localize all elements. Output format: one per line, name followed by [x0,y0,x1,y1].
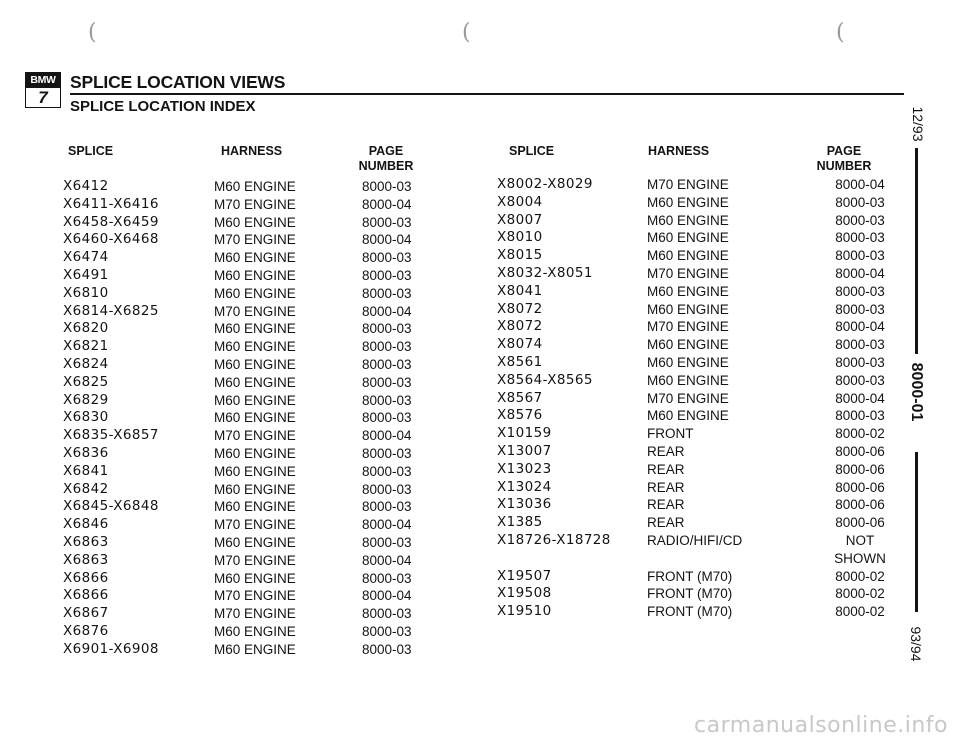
harness-cell: REAR [647,479,685,495]
harness-cell: M60 ENGINE [214,339,296,355]
harness-cell: M70 ENGINE [647,265,729,281]
table-row [63,498,452,516]
page-subtitle: SPLICE LOCATION INDEX [70,98,256,115]
splice-cell: X6846 [63,516,109,533]
harness-cell: FRONT (M70) [647,604,733,620]
page-cell: NOT [845,532,875,548]
header-page-line1: PAGE [368,144,404,158]
splice-cell: X6835-X6857 [63,427,159,444]
harness-cell: FRONT (M70) [647,586,733,602]
header-splice-left: SPLICE [68,144,114,158]
table-row [63,427,452,445]
sidebar-rule [915,452,918,612]
table-row [497,390,905,408]
harness-cell: REAR [647,461,685,477]
table-row [63,409,452,427]
page-cell: 8000-04 [362,232,412,248]
harness-cell: M60 ENGINE [214,214,296,230]
table-row [497,283,905,301]
table-row [497,603,905,621]
table-row [497,212,905,230]
splice-cell: X8074 [497,336,543,353]
table-row [497,425,905,443]
splice-cell: X13036 [497,496,552,513]
harness-cell: M60 ENGINE [214,410,296,426]
table-row [63,338,452,356]
harness-cell: M70 ENGINE [214,428,296,444]
page-cell: 8000-03 [362,250,412,266]
table-row [497,496,905,514]
table-row [497,550,905,568]
table-row [497,443,905,461]
splice-cell: X8041 [497,282,543,299]
page-cell: 8000-04 [362,552,412,568]
splice-cell: X6867 [63,605,109,622]
table-row [497,532,905,550]
splice-cell: X19510 [497,603,552,620]
page-cell: 8000-03 [362,392,412,408]
table-row [497,461,905,479]
harness-cell: M60 ENGINE [214,463,296,479]
splice-cell: X6824 [63,355,109,372]
page-cell: 8000-02 [835,568,885,584]
page-cell: 8000-03 [362,374,412,390]
harness-cell: M70 ENGINE [647,390,729,406]
splice-cell: X6458-X6459 [63,213,159,230]
splice-cell: X6830 [63,409,109,426]
table-row [497,194,905,212]
splice-cell: X13023 [497,460,552,477]
table-row [63,356,452,374]
table-row [497,176,905,194]
harness-cell: M60 ENGINE [214,285,296,301]
harness-cell: M70 ENGINE [214,232,296,248]
harness-cell: M60 ENGINE [214,534,296,550]
table-row [63,445,452,463]
revision-date-top: 12/93 [910,106,926,142]
splice-cell: X8564-X8565 [497,371,593,388]
section-code: 8000-01 [908,362,925,422]
page-cell: 8000-03 [835,283,885,299]
header-page-line2: NUMBER [816,159,872,173]
page-cell: 8000-03 [362,481,412,497]
page-cell: 8000-03 [835,372,885,388]
table-row [497,247,905,265]
splice-cell: X6863 [63,533,109,550]
page-cell: 8000-03 [362,339,412,355]
splice-cell: X6825 [63,373,109,390]
page-cell: 8000-03 [362,356,412,372]
splice-cell: X19507 [497,567,552,584]
splice-cell: X6876 [63,622,109,639]
page-cell: 8000-03 [835,337,885,353]
harness-cell: M60 ENGINE [214,356,296,372]
scan-mark: ( [88,20,97,45]
bmw-logo [25,72,61,108]
page-cell: 8000-06 [835,479,885,495]
splice-cell: X8567 [497,389,543,406]
table-row [497,407,905,425]
splice-cell: X6820 [63,320,109,337]
harness-cell: M60 ENGINE [214,641,296,657]
header-page-line2: NUMBER [358,159,414,173]
harness-cell: M60 ENGINE [647,212,729,228]
title-rule [70,93,904,95]
harness-cell: REAR [647,443,685,459]
page-cell: 8000-06 [835,443,885,459]
page-cell: 8000-03 [362,179,412,194]
table-row [63,641,452,659]
splice-index-right [497,176,905,621]
harness-cell: M70 ENGINE [214,303,296,319]
table-row [63,267,452,285]
page-cell: 8000-04 [835,319,885,335]
page-cell: 8000-03 [835,301,885,317]
harness-cell: M60 ENGINE [647,408,729,424]
splice-index-left [63,178,452,659]
table-row [63,534,452,552]
page-cell: 8000-03 [362,410,412,426]
splice-cell: X8015 [497,247,543,264]
table-row [63,605,452,623]
splice-cell: X6845-X6848 [63,498,159,515]
harness-cell: M60 ENGINE [214,481,296,497]
table-row [63,552,452,570]
page-cell: 8000-04 [362,428,412,444]
page-cell: 8000-03 [362,570,412,586]
splice-cell: X8072 [497,300,543,317]
table-row [497,479,905,497]
page-cell: 8000-04 [362,196,412,212]
scan-mark: ( [836,20,845,45]
splice-cell: X6842 [63,480,109,497]
splice-cell: X6866 [63,569,109,586]
page-cell: 8000-06 [835,515,885,531]
harness-cell: M60 ENGINE [214,392,296,408]
page-cell: 8000-03 [362,214,412,230]
harness-cell: M60 ENGINE [214,499,296,515]
table-row [63,249,452,267]
splice-cell: X8002-X8029 [497,176,593,192]
splice-cell: X6810 [63,284,109,301]
table-row [63,303,452,321]
table-row [63,587,452,605]
splice-cell: X13007 [497,442,552,459]
page-cell: 8000-03 [362,641,412,657]
harness-cell: M60 ENGINE [214,623,296,639]
page-cell: 8000-03 [835,408,885,424]
splice-cell: X6821 [63,338,109,355]
table-row [497,301,905,319]
splice-cell: X6491 [63,266,109,283]
model-year: 93/94 [908,626,924,662]
page-cell: 8000-03 [835,194,885,210]
logo-brand: BMW [26,73,60,88]
harness-cell: M70 ENGINE [214,552,296,568]
header-splice-right: SPLICE [509,144,555,158]
table-row [63,463,452,481]
harness-cell: M60 ENGINE [647,354,729,370]
table-row [63,516,452,534]
table-row [63,285,452,303]
harness-cell: M70 ENGINE [214,196,296,212]
harness-cell: M60 ENGINE [647,248,729,264]
splice-cell: X6814-X6825 [63,302,159,319]
page-cell: 8000-03 [362,499,412,515]
page-cell: 8000-03 [362,463,412,479]
splice-cell: X6411-X6416 [63,195,159,212]
harness-cell: M60 ENGINE [214,267,296,283]
harness-cell: M70 ENGINE [647,319,729,335]
table-row [63,320,452,338]
page-cell: 8000-03 [362,606,412,622]
page-cell: 8000-04 [362,517,412,533]
splice-cell: X13024 [497,478,552,495]
harness-cell: RADIO/HIFI/CD [647,532,743,548]
harness-cell: M70 ENGINE [214,588,296,604]
page-cell: 8000-03 [835,354,885,370]
table-row [497,585,905,603]
splice-cell: X6836 [63,444,109,461]
splice-cell: X10159 [497,425,552,442]
splice-cell: X6841 [63,462,109,479]
splice-cell: X1385 [497,514,543,531]
harness-cell: M60 ENGINE [214,445,296,461]
splice-cell: X6460-X6468 [63,231,159,248]
header-page-right [808,144,880,174]
page-cell: 8000-02 [835,604,885,620]
scan-mark: ( [462,20,471,45]
harness-cell: M70 ENGINE [214,606,296,622]
harness-cell: M60 ENGINE [214,179,296,194]
harness-cell: FRONT [647,426,694,442]
splice-cell: X6412 [63,178,109,194]
harness-cell: REAR [647,497,685,513]
table-row [497,336,905,354]
header-page-left [350,144,422,174]
splice-cell: X6474 [63,249,109,266]
page-cell: 8000-02 [835,426,885,442]
page-cell: 8000-06 [835,497,885,513]
harness-cell: FRONT (M70) [647,568,733,584]
splice-cell: X8561 [497,353,543,370]
harness-cell: M60 ENGINE [214,321,296,337]
table-row [63,231,452,249]
splice-cell: X19508 [497,585,552,602]
logo-model: 7 [38,88,48,107]
splice-cell: X6901-X6908 [63,640,159,657]
table-row [63,481,452,499]
splice-cell [497,550,647,568]
harness-cell: M60 ENGINE [214,570,296,586]
header-harness-left: HARNESS [221,144,283,158]
watermark: carmanualsonline.info [694,713,948,738]
table-row [497,514,905,532]
harness-cell: M60 ENGINE [214,374,296,390]
harness-cell: M60 ENGINE [214,250,296,266]
table-row [497,318,905,336]
table-row [63,392,452,410]
page-cell: 8000-03 [362,267,412,283]
harness-cell: M70 ENGINE [214,517,296,533]
page-cell: 8000-04 [362,588,412,604]
splice-cell: X8010 [497,229,543,246]
table-row [497,372,905,390]
splice-cell: X6829 [63,391,109,408]
page-cell: SHOWN [834,550,886,566]
harness-cell: M60 ENGINE [647,230,729,246]
table-row [63,214,452,232]
harness-cell [647,550,815,568]
table-row [63,374,452,392]
harness-cell: M60 ENGINE [647,372,729,388]
page-cell: 8000-03 [835,212,885,228]
page-cell: 8000-03 [835,230,885,246]
page-title: SPLICE LOCATION VIEWS [70,72,286,92]
sidebar-rule [915,148,918,354]
table-row [497,354,905,372]
header-harness-right: HARNESS [648,144,710,158]
harness-cell: M70 ENGINE [647,177,729,192]
page-cell: 8000-03 [835,248,885,264]
page-cell: 8000-03 [362,285,412,301]
splice-cell: X18726-X18728 [497,531,611,548]
harness-cell: REAR [647,515,685,531]
table-row [63,196,452,214]
table-row [497,568,905,586]
harness-cell: M60 ENGINE [647,337,729,353]
splice-cell: X8004 [497,193,543,210]
page-cell: 8000-04 [835,177,885,192]
harness-cell: M60 ENGINE [647,301,729,317]
table-row [63,570,452,588]
harness-cell: M60 ENGINE [647,194,729,210]
page-cell: 8000-04 [362,303,412,319]
page-cell: 8000-06 [835,461,885,477]
splice-cell: X8007 [497,211,543,228]
table-row [497,265,905,283]
page-cell: 8000-03 [362,534,412,550]
splice-cell: X8072 [497,318,543,335]
page-cell: 8000-03 [362,445,412,461]
page-cell: 8000-04 [835,265,885,281]
splice-cell: X8576 [497,407,543,424]
page-cell: 8000-02 [835,586,885,602]
table-row [497,229,905,247]
page-cell: 8000-03 [362,623,412,639]
harness-cell: M60 ENGINE [647,283,729,299]
page-cell: 8000-04 [835,390,885,406]
splice-cell: X8032-X8051 [497,264,593,281]
header-page-line1: PAGE [826,144,862,158]
table-row [63,178,452,196]
splice-cell: X6866 [63,587,109,604]
table-row [63,623,452,641]
page-cell: 8000-03 [362,321,412,337]
splice-cell: X6863 [63,551,109,568]
